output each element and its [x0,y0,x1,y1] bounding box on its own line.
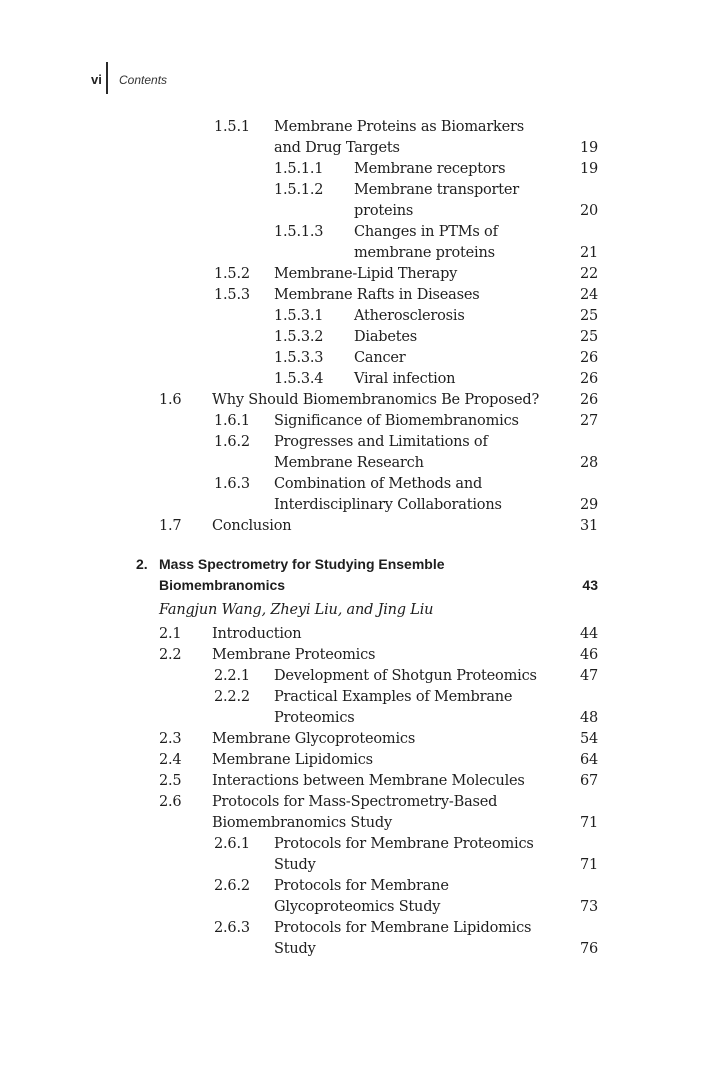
toc-entry [0,411,719,432]
toc-entry [0,348,719,369]
section-title: Why Should Biomembranomics Be Proposed? [212,392,540,408]
section-title: Membrane Lipidomics [212,752,373,768]
toc-entry [0,516,719,537]
toc-entry [0,876,719,897]
section-title: proteins [354,203,414,219]
section-title: Mass Spectrometry for Studying Ensemble [159,556,445,572]
page-number-ref: 44 [579,626,598,642]
toc-entry [0,306,719,327]
page-number-ref: 25 [579,329,598,345]
section-number: 1.5.1 [214,119,250,135]
section-number: 1.5.3.2 [274,329,324,345]
section-number: 1.5.2 [214,266,250,282]
toc-entry [0,453,719,474]
section-number: 1.6.1 [214,413,250,429]
section-number: 1.5.1.2 [274,182,324,198]
section-title: and Drug Targets [274,140,400,156]
toc-entry [0,855,719,876]
section-title: Interactions between Membrane Molecules [212,773,525,789]
section-title: Biomembranomics Study [212,815,392,831]
page-number: vi [91,72,102,87]
section-title: Study [274,857,316,873]
page-number-ref: 24 [579,287,598,303]
page-number-ref: 28 [579,455,598,471]
toc-entry [0,624,719,645]
section-title: Study [274,941,316,957]
page-number-ref: 71 [579,857,598,873]
section-number: 1.6 [159,392,182,408]
page-number-ref: 25 [579,308,598,324]
section-title: Progresses and Limitations of [274,434,488,450]
toc-entry [0,834,719,855]
chapter-authors [0,600,719,621]
toc-entry [0,771,719,792]
section-title: Fangjun Wang, Zheyi Liu, and Jing Liu [159,602,434,618]
section-title: Membrane Research [274,455,424,471]
section-number: 1.5.3.1 [274,308,324,324]
toc-entry [0,180,719,201]
page-number-ref: 54 [579,731,598,747]
page-number-ref: 19 [579,161,598,177]
toc-entry [0,369,719,390]
section-title: Protocols for Membrane Proteomics [274,836,534,852]
toc-entry [0,897,719,918]
section-title: Biomembranomics [159,577,286,593]
toc-entry [0,729,719,750]
toc-entry [0,495,719,516]
section-title: Proteomics [274,710,355,726]
section-title: Membrane transporter [354,182,520,198]
section-number: 2.3 [159,731,182,747]
section-title: Viral infection [354,371,456,387]
page-number-ref: 43 [582,577,598,593]
section-title: Combination of Methods and [274,476,483,492]
section-number: 1.7 [159,518,182,534]
page-number-ref: 21 [579,245,598,261]
section-number: 1.6.2 [214,434,250,450]
toc-entry [0,159,719,180]
section-number: 1.5.3.4 [274,371,324,387]
toc-entry [0,645,719,666]
page-number-ref: 22 [579,266,598,282]
section-number: 1.5.1.1 [274,161,324,177]
page-number-ref: 20 [579,203,598,219]
toc-entry [0,243,719,264]
toc-entry [0,792,719,813]
section-title: Atherosclerosis [354,308,465,324]
page-number-ref: 71 [579,815,598,831]
section-title: Introduction [212,626,302,642]
toc-entry [0,264,719,285]
toc-entry [0,474,719,495]
section-number: 2.2 [159,647,182,663]
toc-entry [0,285,719,306]
section-number: 2.6.1 [214,836,250,852]
chapter-entry [0,554,719,575]
section-title: Cancer [354,350,406,366]
section-number: 1.5.3.3 [274,350,324,366]
page-number-ref: 19 [579,140,598,156]
toc-entry [0,390,719,411]
page-number-ref: 76 [579,941,598,957]
section-number: 2.2.2 [214,689,250,705]
header-divider [106,62,108,94]
section-title: Significance of Biomembranomics [274,413,519,429]
section-title: Membrane Proteomics [212,647,376,663]
section-title: Interdisciplinary Collaborations [274,497,502,513]
toc-entry [0,327,719,348]
section-title: Practical Examples of Membrane [274,689,513,705]
page-number-ref: 26 [579,350,598,366]
page-number-ref: 26 [579,392,598,408]
section-title: Membrane-Lipid Therapy [274,266,458,282]
page-number-ref: 48 [579,710,598,726]
toc-entry [0,813,719,834]
section-title: Protocols for Membrane [274,878,449,894]
section-title: Membrane Glycoproteomics [212,731,416,747]
toc-entry [0,666,719,687]
toc-entry [0,138,719,159]
section-number: 2.1 [159,626,182,642]
toc-entry [0,117,719,138]
section-title: Development of Shotgun Proteomics [274,668,537,684]
page-number-ref: 29 [579,497,598,513]
page-number-ref: 47 [579,668,598,684]
toc-entry [0,432,719,453]
section-title: Membrane Rafts in Diseases [274,287,480,303]
section-title: Protocols for Mass-Spectrometry-Based [212,794,498,810]
toc-entry [0,222,719,243]
section-number: 2.4 [159,752,182,768]
section-title: Protocols for Membrane Lipidomics [274,920,532,936]
toc-entry [0,918,719,939]
section-title: Diabetes [354,329,418,345]
section-number: 1.5.1.3 [274,224,324,240]
section-number: 2. [136,556,148,572]
page-number-ref: 26 [579,371,598,387]
page-number-ref: 73 [579,899,598,915]
page-number-ref: 27 [579,413,598,429]
section-title: membrane proteins [354,245,495,261]
section-number: 2.6.2 [214,878,250,894]
section-number: 2.5 [159,773,182,789]
toc-entry [0,708,719,729]
section-number: 1.5.3 [214,287,250,303]
toc-entry [0,750,719,771]
chapter-entry [0,575,719,596]
section-number: 2.2.1 [214,668,250,684]
toc-entry [0,201,719,222]
page-number-ref: 67 [579,773,598,789]
page-number-ref: 64 [579,752,598,768]
section-number: 1.6.3 [214,476,250,492]
section-number: 2.6.3 [214,920,250,936]
page-number-ref: 46 [579,647,598,663]
toc-entry [0,687,719,708]
section-title: Membrane Proteins as Biomarkers [274,119,524,135]
page-number-ref: 31 [579,518,598,534]
running-title: Contents [119,73,168,87]
section-title: Membrane receptors [354,161,506,177]
toc-entry [0,939,719,960]
section-number: 2.6 [159,794,182,810]
section-title: Glycoproteomics Study [274,899,441,915]
section-title: Changes in PTMs of [354,224,498,240]
section-title: Conclusion [212,518,292,534]
